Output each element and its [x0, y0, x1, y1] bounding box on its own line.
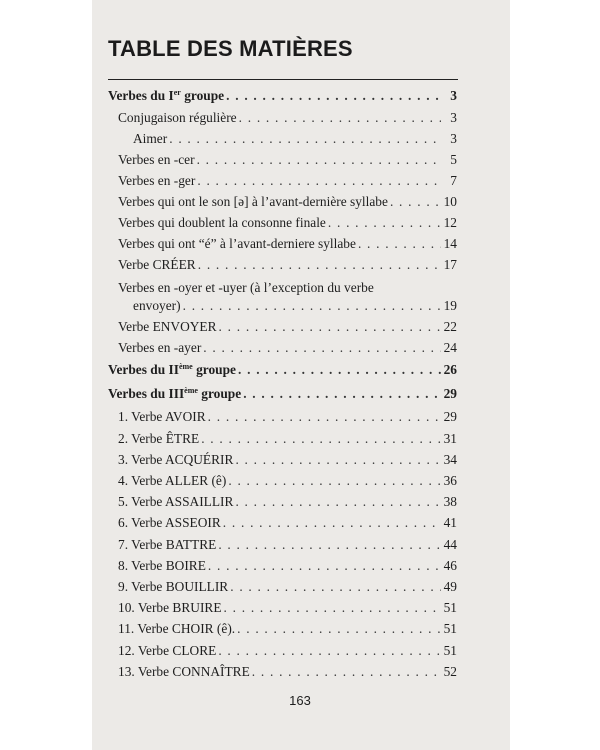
group-1-suffix: groupe [180, 88, 225, 103]
toc-entry[interactable] [118, 452, 457, 468]
toc-entry-page: 24 [443, 340, 457, 355]
group-3-label: Verbes du III [108, 386, 185, 401]
leader-dots [197, 173, 441, 189]
toc-entry-page: 5 [450, 152, 457, 167]
leader-dots [197, 152, 441, 168]
toc-entry-label: Verbe ENVOYER [118, 319, 217, 334]
toc-entry-page: 17 [443, 257, 457, 272]
leader-dots [169, 131, 441, 147]
toc-entry-label: Verbe CRÉER [118, 257, 196, 272]
leader-dots [239, 110, 441, 126]
toc-entry[interactable] [118, 173, 457, 189]
leader-dots [208, 558, 441, 574]
toc-entry-page: 51 [443, 643, 457, 658]
page-title: TABLE DES MATIÈRES [108, 36, 353, 61]
toc-entry-label: Aimer [133, 131, 168, 146]
toc-entry-label: 4. Verbe ALLER (ê) [118, 473, 227, 488]
leader-dots [328, 215, 441, 231]
toc-entry-label: 10. Verbe BRUIRE [118, 600, 222, 615]
toc-entry-label: Verbes qui ont “é” à l’avant-derniere syllabe [118, 236, 356, 251]
toc-entry-label: 11. Verbe CHOIR (ê). [118, 621, 236, 636]
toc-entry-label: 6. Verbe ASSEOIR [118, 515, 221, 530]
toc-entry[interactable] [118, 494, 457, 510]
toc-entry-wrapped-line[interactable]: Verbes en -oyer et -uyer (à l’exception du verbe [118, 280, 374, 295]
leader-dots [198, 257, 441, 273]
toc-entry-label: Conjugaison régulière [118, 110, 237, 125]
toc-group-2[interactable] [108, 362, 457, 378]
leader-dots [237, 621, 441, 637]
toc-entry-label: 8. Verbe BOIRE [118, 558, 206, 573]
toc-entry[interactable] [118, 558, 457, 574]
toc-entry[interactable] [118, 340, 457, 356]
group-3-suffix: groupe [197, 386, 242, 401]
toc-entry-page: 49 [443, 579, 457, 594]
toc-entry[interactable] [118, 473, 457, 489]
toc-entry-page: 12 [443, 215, 457, 230]
toc-entry[interactable] [118, 194, 457, 210]
toc-entry-page: 46 [443, 558, 457, 573]
toc-entry[interactable] [133, 131, 457, 147]
page-number: 163 [289, 693, 311, 708]
leader-dots [218, 537, 441, 553]
toc-entry[interactable] [118, 236, 457, 252]
leader-dots [235, 452, 441, 468]
leader-dots [390, 194, 441, 210]
toc-entry-page: 41 [443, 515, 457, 530]
toc-entry-page: 3 [450, 131, 457, 146]
leader-dots [208, 409, 441, 425]
leader-dots [223, 515, 441, 531]
toc-entry[interactable] [118, 319, 457, 335]
toc-entry-page: 38 [443, 494, 457, 509]
toc-entry[interactable] [118, 257, 457, 273]
toc-entry[interactable] [118, 579, 457, 595]
toc-entry-page: 51 [443, 621, 457, 636]
toc-entry-label: 2. Verbe ÊTRE [118, 431, 200, 446]
group-2-page: 26 [443, 362, 457, 377]
leader-dots [243, 386, 441, 402]
toc-entry-label: Verbes en -cer [118, 152, 195, 167]
toc-entry-page: 14 [443, 236, 457, 251]
toc-entry-page: 10 [443, 194, 457, 209]
toc-entry-page: 22 [443, 319, 457, 334]
toc-entry-page: 34 [443, 452, 457, 467]
group-3-sup: ème [184, 386, 198, 395]
leader-dots [201, 431, 441, 447]
leader-dots [358, 236, 441, 252]
group-3-page: 29 [443, 386, 457, 401]
leader-dots [238, 362, 441, 378]
toc-entry-page: 3 [450, 110, 457, 125]
group-2-sup: ème [178, 362, 193, 371]
toc-group-1[interactable] [108, 88, 457, 104]
group-1-page: 3 [450, 88, 457, 103]
toc-entry[interactable] [118, 664, 457, 680]
toc-entry-label: 5. Verbe ASSAILLIR [118, 494, 234, 509]
toc-entry-page: 31 [443, 431, 457, 446]
group-2-suffix: groupe [192, 362, 236, 377]
toc-entry-label: 1. Verbe AVOIR [118, 409, 206, 424]
toc-entry-label: envoyer) [133, 298, 181, 313]
leader-dots [219, 319, 441, 335]
toc-entry-label: 13. Verbe CONNAÎTRE [118, 664, 250, 679]
leader-dots [218, 643, 441, 659]
leader-dots [226, 88, 441, 104]
toc-entry-page: 19 [443, 298, 457, 313]
toc-entry[interactable] [118, 537, 457, 553]
leader-dots [183, 298, 441, 314]
toc-entry-page: 52 [443, 664, 457, 679]
toc-entry-label: 12. Verbe CLORE [118, 643, 217, 658]
leader-dots [228, 473, 441, 489]
toc-entry[interactable] [133, 298, 457, 314]
toc-entry-label: Verbes en -ger [118, 173, 196, 188]
toc-entry-label: 9. Verbe BOUILLIR [118, 579, 229, 594]
toc-entry[interactable] [118, 431, 457, 447]
toc-entry-page: 36 [443, 473, 457, 488]
toc-entry-page: 44 [443, 537, 457, 552]
toc-entry[interactable] [118, 110, 457, 126]
group-1-sup: er [173, 88, 181, 97]
toc-entry[interactable] [118, 621, 457, 637]
toc-entry[interactable] [118, 643, 457, 659]
group-1-label: Verbes du I [108, 88, 174, 103]
toc-entry-label: Verbes en -ayer [118, 340, 202, 355]
toc-entry-label: Verbes qui ont le son [ə] à l’avant-dernière syllabe [118, 194, 388, 209]
toc-entry[interactable] [118, 409, 457, 425]
leader-dots [203, 340, 441, 356]
leader-dots [230, 579, 441, 595]
leader-dots [235, 494, 441, 510]
toc-group-3[interactable] [108, 386, 457, 402]
group-2-label: Verbes du II [108, 362, 179, 377]
toc-entry-page: 7 [450, 173, 457, 188]
toc-entry-label: 7. Verbe BATTRE [118, 537, 217, 552]
toc-entry[interactable] [118, 152, 457, 168]
leader-dots [224, 600, 441, 616]
toc-entry-page: 51 [443, 600, 457, 615]
toc-entry-label: 3. Verbe ACQUÉRIR [118, 452, 234, 467]
toc-entry[interactable] [118, 600, 457, 616]
toc-entry-label: Verbes qui doublent la consonne finale [118, 215, 326, 230]
toc-entry[interactable] [118, 215, 457, 231]
toc-entry[interactable] [118, 515, 457, 531]
leader-dots [252, 664, 441, 680]
toc-entry-page: 29 [443, 409, 457, 424]
